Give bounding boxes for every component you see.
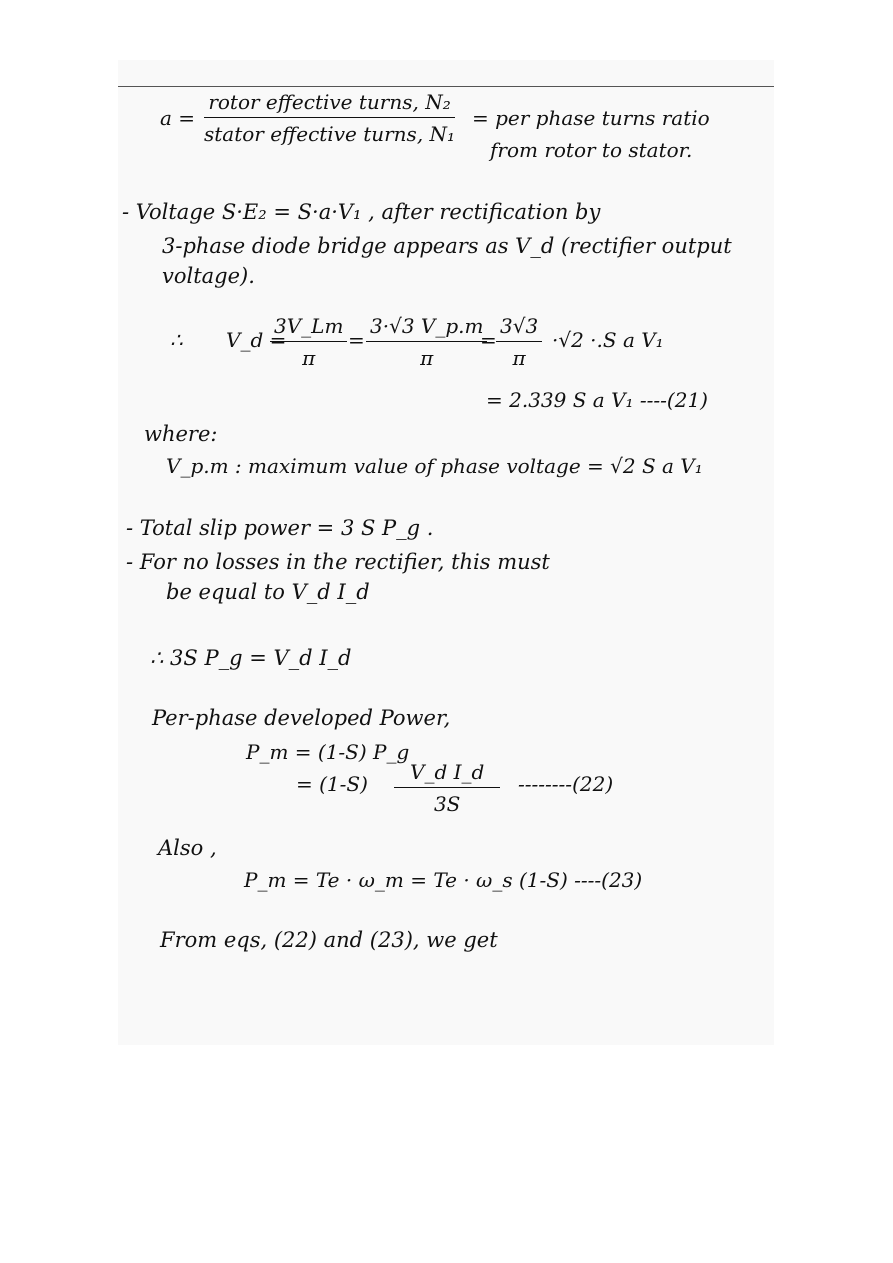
a-rhs-line2: from rotor to stator. [490, 138, 693, 162]
losses-line1: - For no losses in the rectifier, this must [126, 550, 550, 574]
pm-equation-2-lhs: = (1-S) [296, 772, 368, 796]
pm-equation-3: P_m = Te · ω_m = Te · ω_s (1-S) ----(23) [244, 868, 643, 892]
pm-eq2-numerator: V_d I_d [394, 760, 500, 788]
vd-f1-numerator: 3V_Lm [270, 314, 347, 342]
vd-f1-denominator: π [302, 346, 316, 370]
vd-equals-2: = [348, 328, 365, 352]
voltage-line1: - Voltage S·E₂ = S·a·V₁ , after rectification by [122, 200, 601, 224]
vd-tail: ·√2 ·.S a V₁ [552, 328, 664, 352]
power-equation: ∴ 3S P_g = V_d I_d [150, 646, 352, 670]
a-rhs-line1: = per phase turns ratio [472, 106, 710, 130]
vpm-definition: V_p.m : maximum value of phase voltage = √2 S a V₁ [166, 454, 703, 478]
slip-power-line: - Total slip power = 3 S P_g . [126, 516, 434, 540]
per-phase-heading: Per-phase developed Power, [152, 706, 451, 730]
pm-equation-1: P_m = (1-S) P_g [246, 740, 410, 764]
voltage-line2: 3-phase diode bridge appears as V_d (rectifier output [162, 234, 732, 258]
therefore-symbol: ∴ [170, 328, 183, 352]
vd-equals-3: = [480, 328, 497, 352]
a-lhs: a = [160, 106, 196, 130]
vd-fraction-3 [496, 314, 542, 370]
losses-line2: be equal to V_d I_d [166, 580, 370, 604]
vd-f2-denominator: π [420, 346, 434, 370]
pm-equation-2-fraction [394, 760, 500, 816]
top-rule [118, 86, 774, 87]
from-equations-line: From eqs, (22) and (23), we get [160, 928, 498, 952]
vd-result-eq21: = 2.339 S a V₁ ----(21) [486, 388, 708, 412]
pm-eq2-denominator: 3S [433, 792, 461, 816]
vd-lhs: V_d = [226, 328, 287, 352]
where-label: where: [144, 422, 218, 446]
a-fraction [204, 90, 455, 146]
vd-fraction-2 [366, 314, 487, 370]
a-denominator: stator effective turns, N₁ [204, 122, 456, 146]
vd-f3-denominator: π [512, 346, 526, 370]
voltage-line3: voltage). [162, 264, 255, 288]
vd-fraction-1 [270, 314, 347, 370]
vd-f2-numerator: 3·√3 V_p.m [366, 314, 487, 342]
pm-equation-2-ref: --------(22) [518, 772, 614, 796]
also-label: Also , [158, 836, 217, 860]
vd-f3-numerator: 3√3 [496, 314, 542, 342]
a-numerator: rotor effective turns, N₂ [204, 90, 454, 118]
